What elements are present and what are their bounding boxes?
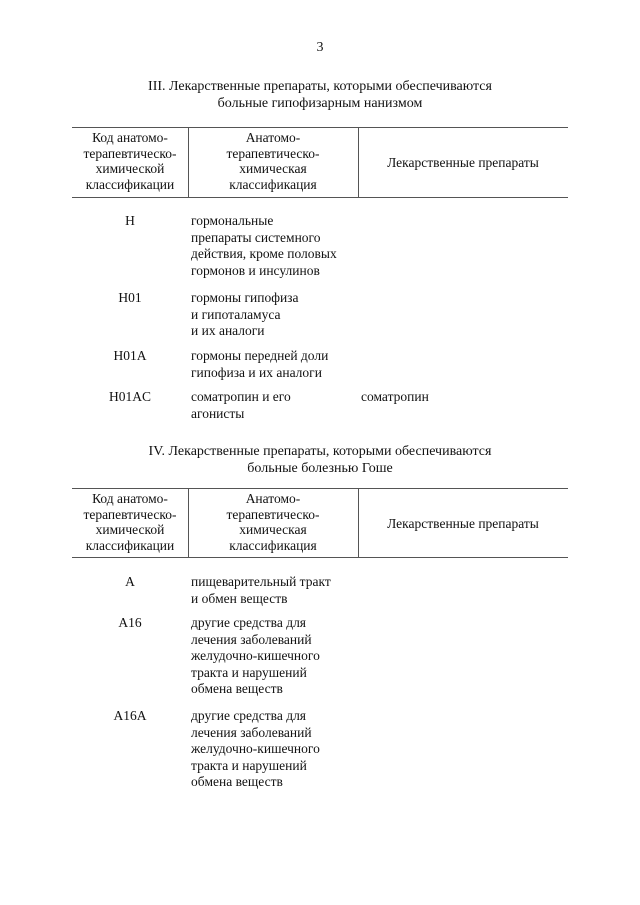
table-row-code: H01 bbox=[118, 290, 142, 305]
table-row-description: другие средства для лечения заболеваний желудочно-кишечного тракта и нарушений обмена веществ bbox=[191, 708, 320, 789]
section-title bbox=[60, 443, 580, 477]
section-title-line: III. Лекарственные препараты, которыми обеспечиваются bbox=[148, 79, 492, 94]
section-title bbox=[60, 78, 580, 112]
table-row-code: A16A bbox=[113, 708, 147, 723]
table-row-description: пищеварительный тракт и обмен веществ bbox=[191, 574, 331, 606]
table-row-drug: соматропин bbox=[361, 389, 429, 404]
header-classification: Анатомо- терапевтическо- химическая классификация bbox=[226, 130, 320, 192]
table-row-code: H01A bbox=[113, 348, 147, 363]
table-row-description: гормоны гипофиза и гипоталамуса и их аналоги bbox=[191, 290, 299, 338]
table-header-border bbox=[72, 557, 568, 558]
table-top-border bbox=[72, 127, 568, 128]
page-number: 3 bbox=[316, 40, 324, 55]
section-title-line: больные гипофизарным нанизмом bbox=[217, 96, 423, 111]
header-drugs: Лекарственные препараты bbox=[387, 516, 539, 531]
table-row-code: H bbox=[125, 213, 135, 228]
table-top-border bbox=[72, 488, 568, 489]
section-title-line: IV. Лекарственные препараты, которыми обеспечиваются bbox=[148, 444, 492, 459]
table-row-description: соматропин и его агонисты bbox=[191, 389, 291, 421]
table-row-code: A16 bbox=[118, 615, 142, 630]
header-code: Код анатомо- терапевтическо- химической классификации bbox=[83, 130, 177, 192]
table-row-description: гормональные препараты системного действия, кроме половых гормонов и инсулинов bbox=[191, 213, 337, 278]
header-classification: Анатомо- терапевтическо- химическая классификация bbox=[226, 491, 320, 553]
section-title-line: больные болезнью Гоше bbox=[247, 461, 393, 476]
table-row-code: A bbox=[125, 574, 135, 589]
header-code: Код анатомо- терапевтическо- химической классификации bbox=[83, 491, 177, 553]
table-row-code: H01AC bbox=[108, 389, 151, 404]
table-row-description: другие средства для лечения заболеваний желудочно-кишечного тракта и нарушений обмена веществ bbox=[191, 615, 320, 696]
table-header-border bbox=[72, 197, 568, 198]
table-row-description: гормоны передней доли гипофиза и их аналоги bbox=[191, 348, 329, 380]
header-drugs: Лекарственные препараты bbox=[387, 155, 539, 170]
